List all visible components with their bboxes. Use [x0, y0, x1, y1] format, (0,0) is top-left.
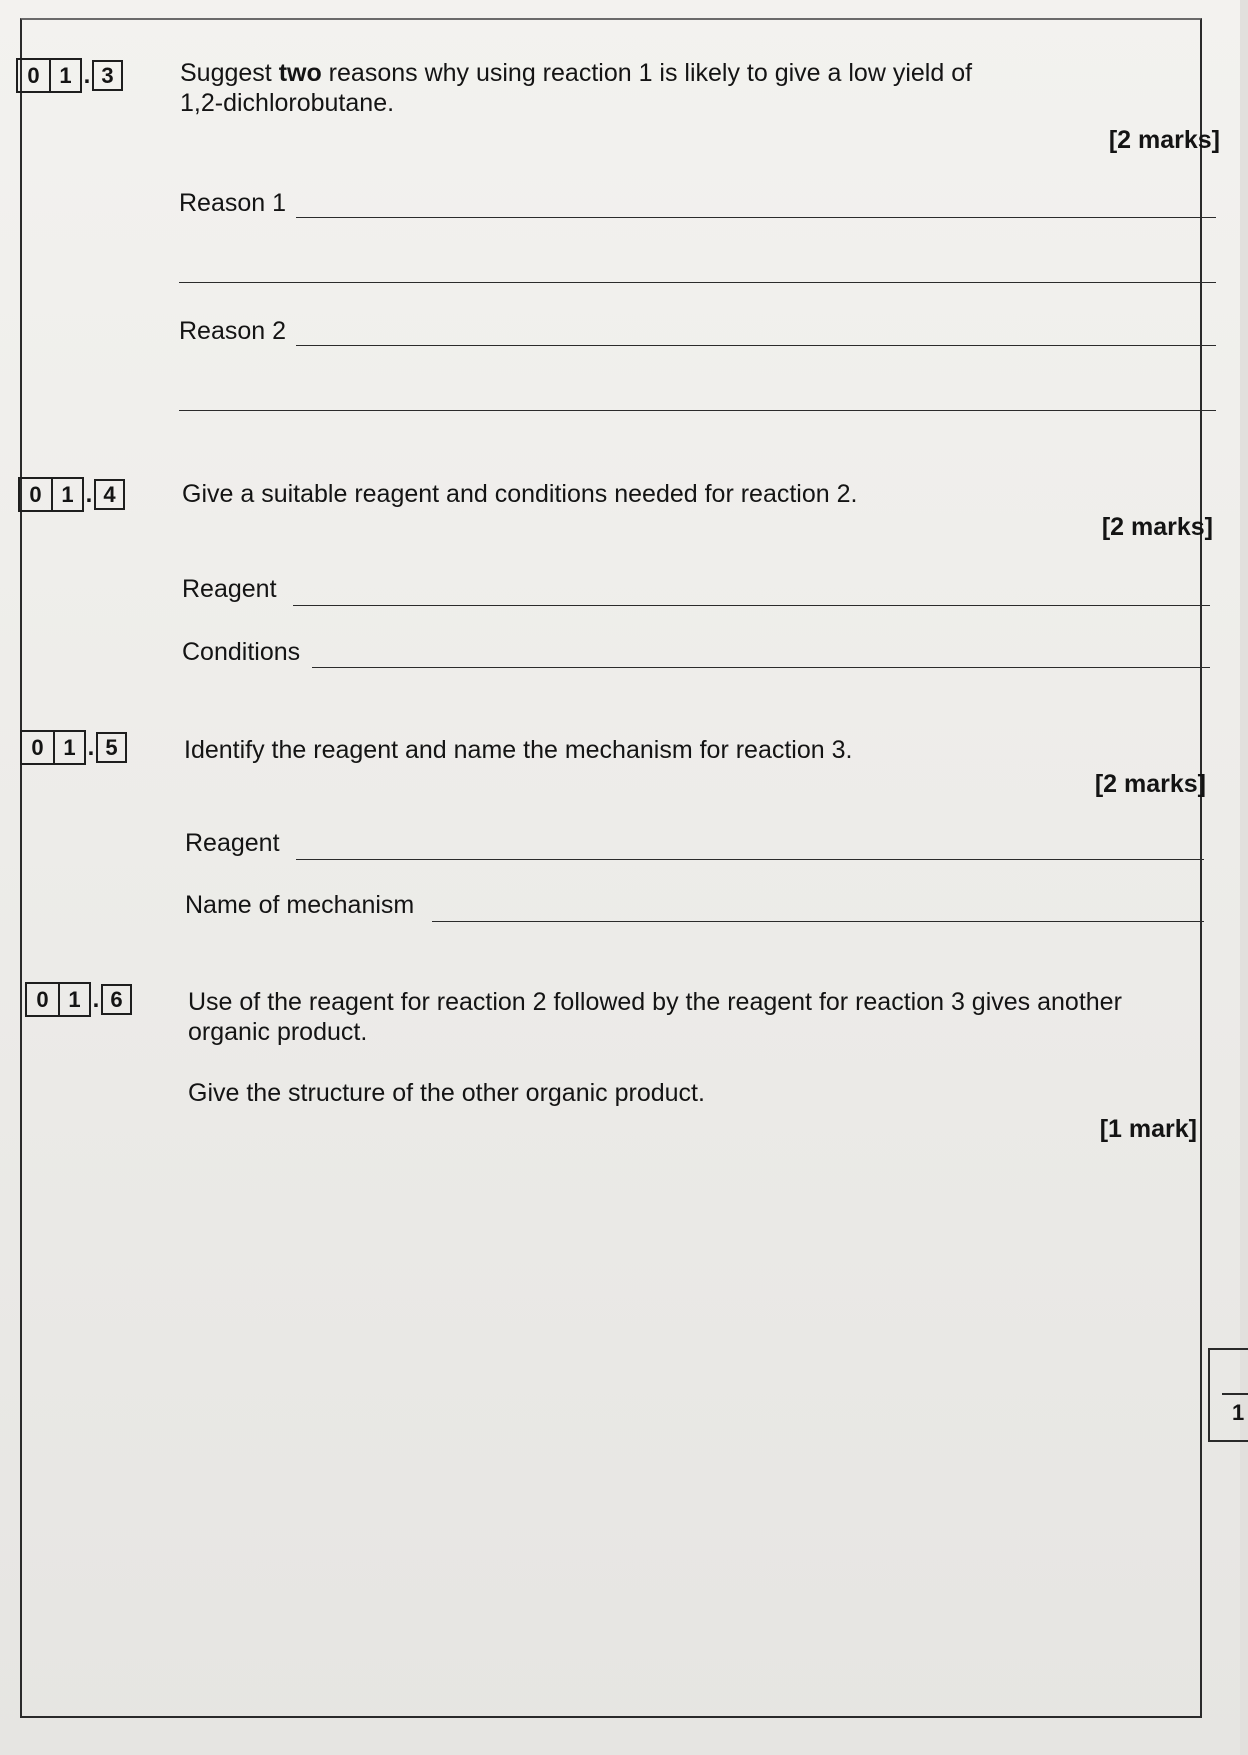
question-digit: 1: [58, 984, 89, 1015]
answer-line-reagent[interactable]: [296, 859, 1204, 860]
question-text-part: reasons why using reaction 1 is likely to give a low yield of: [321, 59, 973, 87]
question-number-box: [25, 982, 91, 1017]
margin-marks-divider: [1222, 1393, 1248, 1395]
question-text-emphasis: two: [278, 59, 322, 87]
marks-01-5: [2 marks]: [1094, 770, 1206, 798]
answer-line-reason-2[interactable]: [296, 345, 1216, 346]
marks-01-3: [2 marks]: [1108, 126, 1220, 154]
question-digit: 1: [53, 732, 84, 763]
question-text-01-6: [188, 987, 1198, 1047]
question-instruction-01-6: Give the structure of the other organic product.: [188, 1079, 705, 1107]
field-label-reagent: Reagent: [182, 575, 277, 603]
answer-line-reagent[interactable]: [293, 605, 1210, 606]
question-digit: 0: [36, 986, 49, 1012]
question-text-part: 1,2-dichlorobutane.: [180, 89, 395, 117]
field-label-conditions: Conditions: [182, 638, 301, 666]
question-number-01-4: [18, 477, 125, 512]
question-text-01-4: Give a suitable reagent and conditions needed for reaction 2.: [182, 480, 858, 508]
question-digit: 0: [27, 62, 40, 88]
answer-line-reason-1[interactable]: [296, 217, 1216, 218]
margin-marks-box: [1208, 1348, 1248, 1442]
question-text-01-3: [180, 58, 1080, 118]
answer-line-conditions[interactable]: [312, 667, 1210, 668]
answer-line[interactable]: [179, 410, 1216, 411]
question-digit: 0: [31, 734, 44, 760]
question-number-dot: .: [92, 986, 100, 1013]
question-number-dot: .: [83, 62, 91, 89]
question-part-box: 5: [96, 732, 127, 763]
field-label-reagent: Reagent: [185, 829, 280, 857]
question-number-box: [20, 730, 86, 765]
page-border: [20, 18, 1202, 1718]
question-number-01-5: [20, 730, 127, 765]
question-number-01-6: [25, 982, 132, 1017]
question-digit: 0: [29, 481, 42, 507]
question-number-box: [18, 477, 84, 512]
marks-01-4: [2 marks]: [1101, 513, 1213, 541]
marks-01-6: [1 mark]: [1099, 1115, 1197, 1143]
question-text-part: Suggest: [180, 59, 279, 87]
question-number-box: [16, 58, 82, 93]
question-text-part: organic product.: [188, 1018, 368, 1046]
question-text-part: Use of the reagent for reaction 2 followed by the reagent for reaction 3 gives another: [188, 988, 1122, 1016]
answer-line-mechanism[interactable]: [432, 921, 1204, 922]
margin-marks-total: 1: [1232, 1400, 1245, 1425]
question-part-box: 4: [94, 479, 125, 510]
question-text-01-5: Identify the reagent and name the mechanism for reaction 3.: [184, 736, 853, 764]
question-part-box: 6: [101, 984, 132, 1015]
answer-line[interactable]: [179, 282, 1216, 283]
field-label-reason-2: Reason 2: [179, 317, 287, 345]
question-part-box: 3: [92, 60, 123, 91]
question-digit: 1: [51, 479, 82, 510]
question-number-01-3: [16, 58, 123, 93]
question-number-dot: .: [85, 481, 93, 508]
field-label-mechanism: Name of mechanism: [185, 891, 415, 919]
question-number-dot: .: [87, 734, 95, 761]
question-digit: 1: [49, 60, 80, 91]
field-label-reason-1: Reason 1: [179, 189, 287, 217]
